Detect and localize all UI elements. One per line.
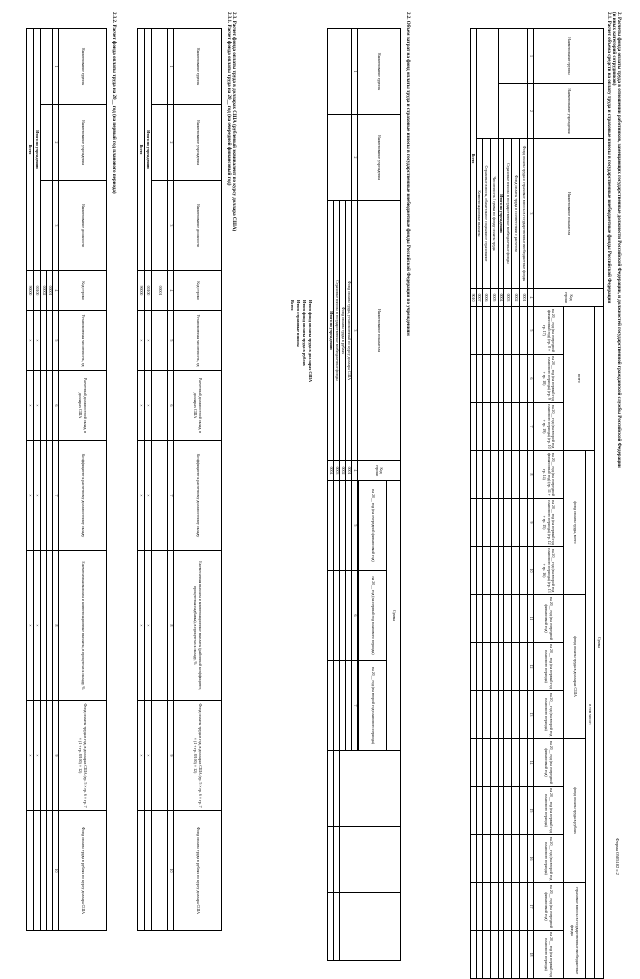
t4-x: × — [34, 701, 41, 811]
t1-col17: на 20__ год (на очередной финансовый год) — [534, 883, 564, 931]
t3-total-label: Всего — [138, 29, 145, 271]
t1-head-code: Код строки — [534, 289, 604, 307]
section-2-3-heading: 2.3. Расчет фонда оплаты труда в долларах США (рублевый эквивалент по курсу доллара США) — [231, 12, 236, 232]
t2-cell-empty — [328, 115, 352, 201]
t1-col5: на 20__ год (на очередной финансовый год) (гр. 8 + гр. 17) — [534, 307, 564, 355]
t3-num: 6 — [168, 371, 174, 441]
section-2-3-2-heading: 2.3.2. Расчет фонда оплаты труда на 20__ год (на первый год планового периода) — [111, 12, 116, 194]
t1-row-code: 0006 — [482, 289, 490, 307]
t2-empty — [340, 827, 401, 893]
t4-x: × — [27, 701, 34, 811]
t1-num: 17 — [528, 883, 534, 931]
t4-row-code: 90000 — [27, 271, 34, 311]
section-2-3-1-heading: 2.3.1. Расчет фонда оплаты труда на 20__ год (на очередной финансовый год) — [226, 12, 231, 186]
t4-head: Фонд оплаты труда в рублях по курсу доллара США — [59, 811, 107, 931]
t4-num: 2 — [53, 105, 59, 181]
t4-num: 3 — [53, 181, 59, 271]
t2-num: 2 — [352, 115, 358, 201]
t4-num: 4 — [53, 271, 59, 311]
t1-row4-label: Итого по учреждению — [498, 139, 503, 289]
t1-row2-label: Фонд оплаты труда в соответствии с расчетом — [512, 139, 520, 289]
t2-row1-label: Фонд оплаты труда, установленный по курсу доллара США — [346, 201, 352, 461]
t2-head-pokaz: Наименование показателя — [358, 201, 401, 461]
t2-num: 4 — [352, 461, 358, 481]
t2-row2-label: Фонд оплаты труда в рублях — [340, 201, 346, 461]
t2-head-code: Код строки — [358, 461, 401, 481]
t2-row-code: 0003 — [334, 461, 340, 481]
t1-cell-empty — [476, 29, 498, 139]
t4-x: × — [34, 371, 41, 441]
t3-row-code: 90000 — [138, 271, 145, 311]
t4-row-code: 00001 — [47, 271, 53, 311]
t3-num: 4 — [168, 271, 174, 311]
t4-row-code: 00100 — [34, 271, 41, 311]
t1-row-code: 0002 — [512, 289, 520, 307]
t2-period-3: на 20__ год (на второй год планового периода) — [359, 661, 387, 751]
t4-head: Коэффициент к расчетному должностному окладу — [59, 441, 107, 551]
t3-x: × — [138, 371, 145, 441]
t1-col14: на 20__ год (на очередной финансовый год) — [534, 739, 564, 787]
t2-empty — [340, 751, 401, 827]
t1-head-sum: Сумма — [595, 307, 604, 979]
section-2-heading: 2. Расчеты фонда оплаты труда в отношении работников, замещающих государственные должности Российской Федерации, и должностей государственной гражданской службы Российской Федерации — [616, 12, 621, 468]
t4-row-code: 00002 — [41, 271, 47, 311]
t1-row1-label: Фонд оплаты труда и страховые взносы в государственные внебюджетные фонды — [520, 139, 528, 289]
t2-row-code: 0001 — [346, 461, 352, 481]
t3-row-code: 00100 — [145, 271, 152, 311]
t4-x: × — [27, 441, 34, 551]
t1-col16: на 20__ год (на второй год планового периода) — [534, 835, 564, 883]
t2-num: 7 — [352, 661, 358, 751]
t3-head: Наименование группы — [174, 29, 222, 105]
t1-head-name: Наименование группы — [534, 29, 604, 84]
t4-head: Расчетный должностной оклад, в долларах США — [59, 371, 107, 441]
t1-num: 15 — [528, 787, 534, 835]
t4-head: Наименование должности — [59, 181, 107, 271]
t3-head: Наименование должности — [174, 181, 222, 271]
t1-head-uch: Наименование учреждения — [534, 84, 604, 139]
t1-col15: на 20__ год (на первый год планового периода) — [534, 787, 564, 835]
t4-num: 5 — [53, 311, 59, 371]
t3-subtotal-label: Итого по учреждению — [145, 29, 152, 271]
t4-num: 7 — [53, 441, 59, 551]
t3-num: 3 — [168, 181, 174, 271]
t1-row-code: 9010 — [470, 289, 476, 307]
t4-num: 8 — [53, 551, 59, 701]
section-2-2-heading: 2.2. Объем затрат на фонд оплаты труда и страховые взносы в государственные внебюджетные фонды Российской Федерации по учреждениям — [405, 12, 410, 336]
t2-head-sum: Сумма — [387, 481, 401, 751]
t3-row-code: 00001 — [152, 271, 168, 311]
t3-x: × — [138, 701, 145, 811]
t3-head: Фонд оплаты труда в рублях по курсу доллара США — [174, 811, 222, 931]
t1-total-label: Всего — [470, 29, 476, 289]
t1-row6-label: Страховые взносы, обязательное социальное страхование — [482, 139, 490, 289]
t4-x: × — [27, 311, 34, 371]
t1-num: 9 — [528, 499, 534, 547]
t4-x: × — [34, 551, 41, 701]
t4-head: Ежемесячная выплата и компенсационные выплаты, в процентах к окладу, % — [59, 551, 107, 701]
t3-x: × — [145, 551, 152, 701]
t1-num: 7 — [528, 403, 534, 451]
t1-num: 16 — [528, 835, 534, 883]
section-2-1-heading: 2.1. Расчет объема средств на оплату труда и страховые взносы в государственные внебюджетные фонды Российской Федерации — [606, 12, 611, 304]
t2-row3-label: Страховые взносы в государственные внебюджетные фонды — [334, 201, 340, 461]
table-2-3-2 — [26, 28, 107, 931]
t2-row-code: 0004 — [328, 461, 334, 481]
t1-num: 12 — [528, 643, 534, 691]
t4-x: × — [27, 371, 34, 441]
t4-subtotal-label: Итого по учреждению — [34, 29, 41, 271]
t3-head: Расчетный должностной оклад, в долларах США — [174, 371, 222, 441]
t2-row4-label: Итого по учреждению — [328, 201, 334, 461]
t3-num: 2 — [168, 105, 174, 181]
table-2-3-1 — [137, 28, 222, 931]
t3-x: × — [145, 311, 152, 371]
t1-cell-empty — [498, 29, 527, 84]
t1-num: 14 — [528, 739, 534, 787]
t3-num: 9 — [168, 701, 174, 811]
t4-x: × — [27, 551, 34, 701]
t1-col12: на 20__ год (на первый год планового периода) — [534, 643, 564, 691]
t1-row-code: 0007 — [476, 289, 482, 307]
t1-num: 6 — [528, 355, 534, 403]
t1-head-strah: страховые взносы в государственные внебюджетные фонды — [564, 883, 586, 979]
t2-period-2: на 20__ год (на первый год планового периода) — [359, 571, 387, 661]
t3-head: Коэффициент к расчетному должностному окладу — [174, 441, 222, 551]
t3-x: × — [145, 371, 152, 441]
t4-num: 9 — [53, 701, 59, 811]
t1-col9: на 20__ год (на первый год планового периода) (гр. 12 + гр. 15) — [534, 499, 564, 547]
t1-col7: на 20__ год (на второй год планового периода) (гр. 10 + гр. 19) — [534, 403, 564, 451]
t1-num: 10 — [528, 547, 534, 595]
t1-col10: на 20__ год (на второй год планового периода) (гр. 13 + гр. 16) — [534, 547, 564, 595]
t4-num: 6 — [53, 371, 59, 441]
t4-head: Наименование группы — [59, 29, 107, 105]
t1-cell-empty — [498, 84, 527, 139]
t3-num: 8 — [168, 551, 174, 701]
t2-period-1: на 20__ год (на очередной финансовый год) — [359, 481, 387, 571]
t2-num: 1 — [352, 29, 358, 115]
t1-row7-label: Компенсационные выплаты — [476, 139, 482, 289]
t4-num: 1 — [53, 29, 59, 105]
t2-num: 5 — [352, 481, 358, 571]
t2-row-code: 0002 — [340, 461, 346, 481]
t1-row-code: 0004 — [498, 289, 503, 307]
t4-head: Фонд оплаты труда в год, в долларах США (гр. 5 × гр. 6 × гр. 7 × (1 + гр. 8/100) × 12) — [59, 701, 107, 811]
t3-num: 7 — [168, 441, 174, 551]
t1-num: 3 — [528, 139, 534, 289]
t4-head: Код строки — [59, 271, 107, 311]
t1-head-vsego: всего — [564, 307, 595, 451]
section-2-heading-line2: (и иных категорий сотрудников) — [611, 12, 616, 86]
t2-head-name: Наименование группы — [358, 29, 401, 115]
t1-num: 1 — [528, 29, 534, 84]
t1-num: 8 — [528, 451, 534, 499]
t3-x: × — [138, 551, 145, 701]
t4-head: Наименование учреждения — [59, 105, 107, 181]
t3-x: × — [145, 701, 152, 811]
t2-cell-empty — [328, 29, 352, 115]
t1-num: 5 — [528, 307, 534, 355]
t2-num: 6 — [352, 571, 358, 661]
t3-head: Код строки — [174, 271, 222, 311]
t1-head-fot-usa: фонд оплаты труда в долларах США — [564, 595, 586, 739]
t2-empty — [340, 893, 401, 961]
t1-col13: на 20__ год (на второй год планового периода) — [534, 691, 564, 739]
t1-col6: на 20__ год (на первый год планового периода) (гр. 9 + гр. 18) — [534, 355, 564, 403]
t1-row-code: 0001 — [520, 289, 528, 307]
t1-num: 2 — [528, 84, 534, 139]
t1-col8: на 20__ год (на очередной финансовый год) (гр. 11 + гр. 14) — [534, 451, 564, 499]
t1-row5-label: Численность / сумма по фонду оплаты труда — [490, 139, 498, 289]
t2-head-uch: Наименование учреждения — [358, 115, 401, 201]
table-2-1 — [470, 28, 604, 979]
t3-head: Ежемесячная выплата и компенсационные выплаты (районный коэффициент, процентная надбавка), в процентах к окладу, % — [174, 551, 222, 701]
t1-col18: на 20__ год (на первый год планового периода) — [534, 931, 564, 979]
t4-x: × — [34, 311, 41, 371]
t2-total4: Всего — [290, 300, 295, 311]
t3-x: × — [145, 441, 152, 551]
t3-head: Наименование учреждения — [174, 105, 222, 181]
form-code: Форма 0505182 с.2 — [615, 838, 620, 875]
t1-col11: на 20__ год (на очередной финансовый год) — [534, 595, 564, 643]
t3-num: 5 — [168, 311, 174, 371]
table-2-2 — [327, 28, 401, 961]
t1-num: 11 — [528, 595, 534, 643]
t1-row-code: 0005 — [490, 289, 498, 307]
t2-total3: Итого страховые взносы — [296, 300, 301, 347]
t3-x: × — [138, 441, 145, 551]
t3-num: 10 — [168, 811, 174, 931]
t2-total1: Итого фонд оплаты труда в долларах США — [308, 300, 313, 383]
t1-head-fot: фонд оплаты труда, всего — [564, 451, 586, 595]
t1-num: 13 — [528, 691, 534, 739]
t1-num: 18 — [528, 931, 534, 979]
t2-num: 3 — [352, 201, 358, 461]
t1-head-pokaz: Наименование показателя — [534, 139, 604, 289]
t4-total-label: Всего — [27, 29, 34, 271]
t3-head: Установленная численность, ед — [174, 311, 222, 371]
t4-x: × — [34, 441, 41, 551]
t4-head: Установленная численность, ед — [59, 311, 107, 371]
t1-row3-label: Страховые взносы в государственные внебюджетные фонды — [504, 139, 512, 289]
t3-x: × — [138, 311, 145, 371]
t1-head-vtch: в том числе: — [586, 451, 595, 979]
t3-num: 1 — [168, 29, 174, 105]
t1-num: 4 — [528, 289, 534, 307]
t1-row-code: 0003 — [504, 289, 512, 307]
t4-num: 10 — [53, 811, 59, 931]
t2-total2: Итого фонд оплаты труда в рублях — [302, 300, 307, 366]
t1-head-fot-rub: фонд оплаты труда в рублях — [564, 739, 586, 883]
t3-head: Фонд оплаты труда в год, в долларах США (гр. 5 × гр. 6 × гр. 7 × (1 + гр. 8/100) × 12) — [174, 701, 222, 811]
